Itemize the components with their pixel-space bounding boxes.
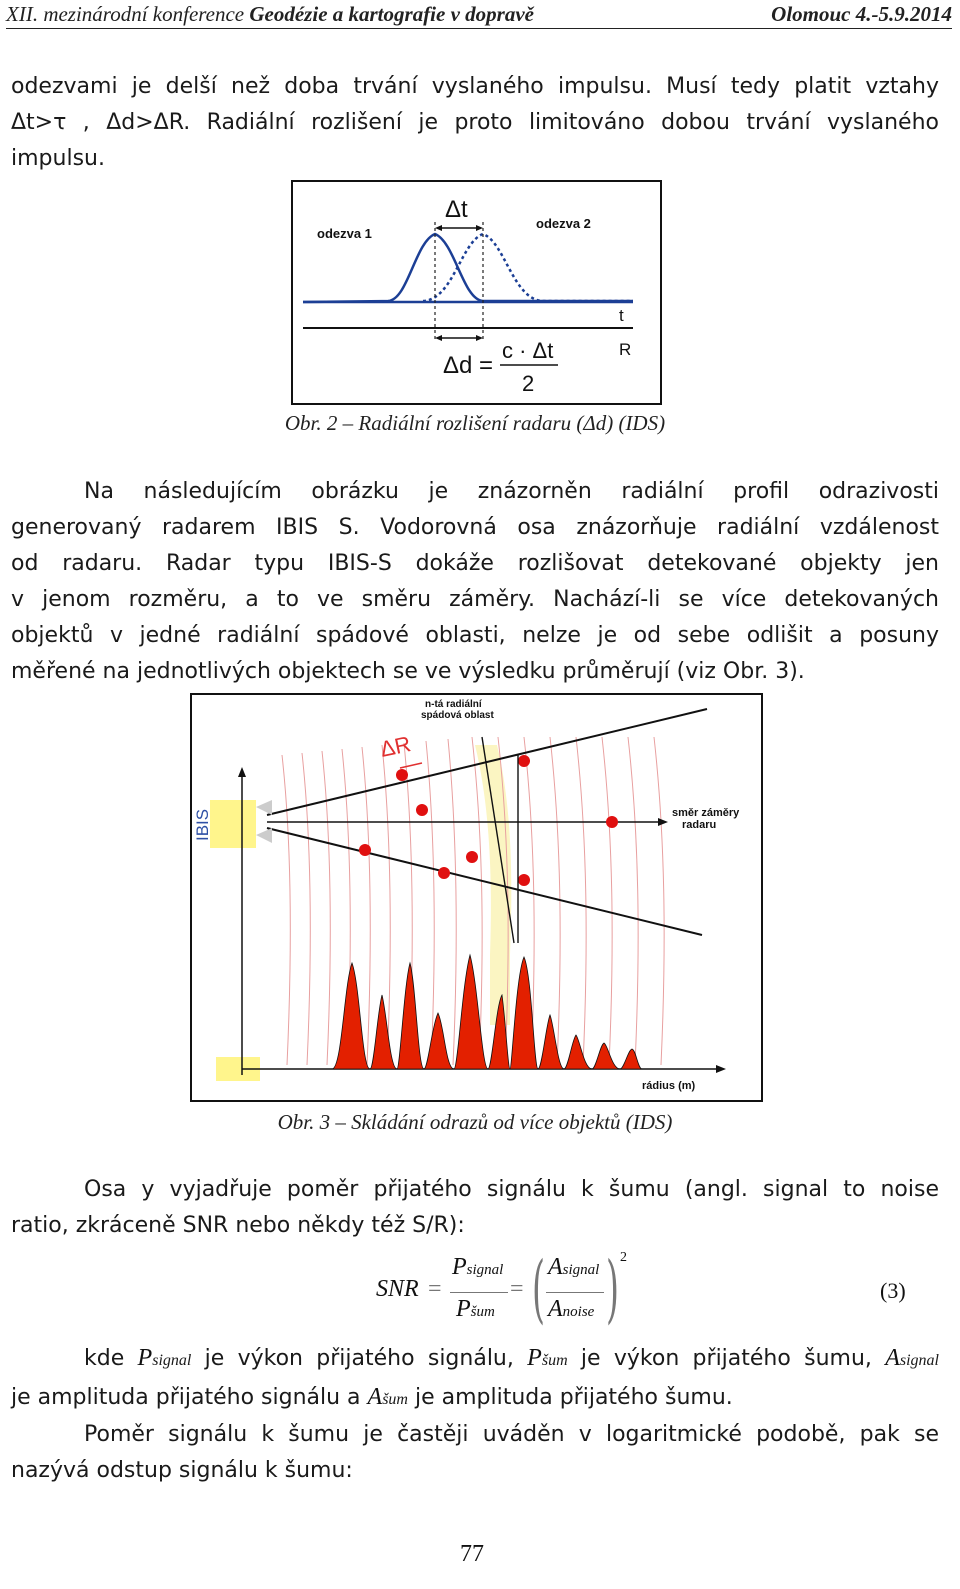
- text-line: Poměr signálu k šumu je častěji uváděn v logaritmické podobě, pak se: [84, 1422, 939, 1447]
- caption-figure-3: Obr. 3 – Skládání odrazů od více objektů (IDS): [277, 1110, 673, 1134]
- label-direction-2: radaru: [682, 819, 717, 831]
- eq-p-sum: Pšum: [456, 1296, 495, 1322]
- delta-r-arrow: [400, 763, 422, 768]
- equation-numerator: c · Δt: [502, 338, 554, 363]
- text-line: impulsu.: [11, 146, 105, 171]
- label-direction-1: směr záměry: [672, 807, 740, 819]
- eq-a-noise: Anoise: [548, 1296, 595, 1322]
- line-of-sight-arrow: [658, 818, 668, 826]
- header-venue: Olomouc 4.-5.9.2014: [771, 2, 952, 26]
- running-header: [6, 2, 952, 29]
- label-delta-t: Δt: [445, 196, 468, 223]
- label-t: t: [619, 306, 624, 325]
- eq-paren-right: ): [606, 1246, 619, 1332]
- radar-antenna: [210, 800, 256, 848]
- eq-equals-1: =: [428, 1276, 442, 1302]
- paragraph-log-form: [11, 1417, 939, 1489]
- text-line: Δt>τ , Δd>ΔR. Radiální rozlišení je proto limitováno dobou trvání vyslaného: [11, 110, 939, 135]
- eq-equals-2: =: [510, 1276, 524, 1302]
- eq-exponent: 2: [620, 1250, 627, 1265]
- equation-denominator: 2: [522, 371, 535, 396]
- text-line: v jenom rozměru, a to ve směru záměry. Nachází-li se více detekovaných: [11, 587, 939, 612]
- eq-a-signal: Asignal: [548, 1254, 600, 1280]
- radial-area-band: [475, 745, 511, 1025]
- y-axis-arrow: [238, 767, 246, 777]
- label-delta-r: ΔR: [377, 731, 413, 762]
- figure-3-drawing: [192, 695, 761, 1100]
- eq-fraction-bar-2: [546, 1292, 604, 1293]
- equation-snr: [376, 1246, 676, 1336]
- equation-number: (3): [880, 1278, 906, 1303]
- eq-paren-left: (: [532, 1246, 545, 1332]
- text-line: ratio, zkráceně SNR nebo někdy též S/R):: [11, 1213, 465, 1238]
- label-radial-area-2: spádová oblast: [421, 710, 494, 721]
- label-ibis: IBIS: [193, 808, 212, 841]
- label-odezva-1: odezva 1: [317, 226, 372, 241]
- figure-2-radial-resolution: [291, 180, 662, 405]
- arrow-head-left: [435, 335, 442, 341]
- x-axis-arrow: [716, 1065, 726, 1073]
- eq-p-signal: Psignal: [452, 1254, 504, 1280]
- paragraph-snr-intro: [11, 1172, 939, 1244]
- text-line: objektů v jedné radiální spádové oblasti, nelze je od sebe odlišit a posuny: [11, 623, 939, 648]
- label-r: R: [619, 340, 632, 359]
- curve-odezva-2: [423, 234, 633, 301]
- paragraph-radial-profile: [11, 474, 939, 690]
- equation-lhs: Δd =: [443, 352, 494, 379]
- paragraph-intro: [11, 69, 939, 177]
- figure-2-drawing: [293, 182, 660, 403]
- antenna-lobe: [256, 800, 272, 815]
- label-radius: rádius (m): [642, 1080, 696, 1092]
- arrow-head-right: [476, 225, 483, 231]
- label-odezva-2: odezva 2: [536, 216, 591, 231]
- text-line: Na následujícím obrázku je znázorněn radiální profil odrazivosti: [84, 479, 939, 504]
- text-line: je amplituda přijatého signálu a Ašum je amplituda přijatého šumu.: [11, 1384, 733, 1410]
- header-conference: XII. mezinárodní konference Geodézie a kartografie v dopravě: [6, 2, 534, 26]
- arrow-head-right: [476, 335, 483, 341]
- text-line: nazývá odstup signálu k šumu:: [11, 1458, 353, 1483]
- antenna-lobe: [256, 828, 272, 843]
- beam-edge-bottom: [267, 828, 702, 935]
- curve-odezva-1: [303, 234, 633, 302]
- figure-3-reflection-summation: [190, 693, 763, 1102]
- eq-fraction-bar-1: [450, 1292, 508, 1293]
- text-line: generovaný radarem IBIS S. Vodorovná osa znázorňuje radiální vzdálenost: [11, 515, 939, 540]
- text-line: kde Psignal je výkon přijatého signálu, Pšum je výkon přijatého šumu, Asignal: [84, 1345, 939, 1371]
- eq-snr: SNR: [376, 1276, 419, 1302]
- label-radial-area-1: n-tá radiální: [425, 699, 482, 710]
- text-line: od radaru. Radar typu IBIS-S dokáže rozlišovat detekované objekty jen: [11, 551, 939, 576]
- text-line: měřené na jednotlivých objektech se ve výsledku průměrují (viz Obr. 3).: [11, 659, 805, 684]
- page-number: 77: [460, 1541, 484, 1567]
- arrow-head-left: [435, 225, 442, 231]
- reflection-peaks: [332, 955, 642, 1069]
- paragraph-definitions: [11, 1340, 939, 1418]
- caption-figure-2: Obr. 2 – Radiální rozlišení radaru (Δd) (IDS): [284, 411, 666, 435]
- text-line: odezvami je delší než doba trvání vyslaného impulsu. Musí tedy platit vztahy: [11, 74, 939, 99]
- text-line: Osa y vyjadřuje poměr přijatého signálu k šumu (angl. signal to noise: [84, 1177, 939, 1202]
